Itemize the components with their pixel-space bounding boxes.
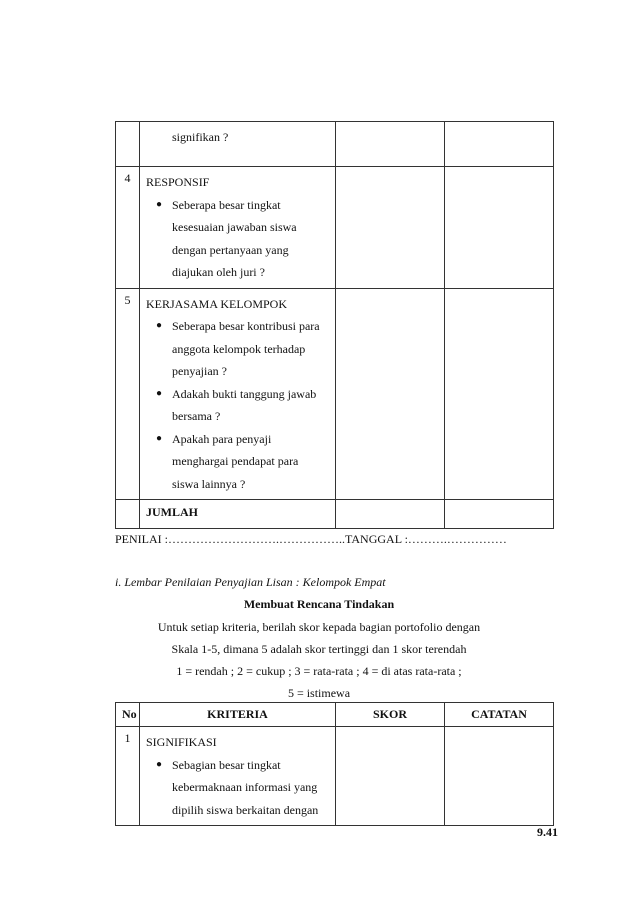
number-cell (116, 122, 140, 167)
criteria-cell (140, 167, 336, 289)
form-heading: Membuat Rencana Tindakan (243, 597, 395, 611)
score-cell (336, 727, 445, 826)
bullet-line: bersama ? (172, 409, 221, 423)
assessment-table-continued (115, 121, 554, 529)
score-cell (336, 500, 445, 529)
header-no: No (116, 703, 140, 727)
bullet-line: siswa lainnya ? (172, 476, 246, 491)
table-row (116, 727, 554, 826)
bullet-item (146, 315, 331, 383)
criteria-title: RESPONSIF (146, 175, 210, 189)
bullet-item (146, 383, 331, 428)
header-criteria: KRITERIA (140, 703, 336, 727)
notes-cell (445, 167, 554, 289)
score-cell (336, 122, 445, 167)
table-header-row (116, 703, 554, 727)
table-row-total (116, 500, 554, 529)
bullet-icon: ● (155, 387, 163, 399)
bullet-icon: ● (155, 432, 163, 444)
bullet-line: menghargai pendapat para (172, 454, 299, 468)
bullet-line: Seberapa besar kontribusi para (172, 319, 320, 333)
bullet-icon: ● (155, 320, 163, 331)
bullet-item (146, 194, 331, 284)
criteria-cell (140, 288, 336, 500)
bullet-icon: ● (155, 758, 163, 770)
assessment-table (115, 702, 554, 826)
bullet-item (146, 428, 331, 496)
header-notes: CATATAN (445, 703, 554, 727)
bullet-line: Sebagian besar tingkat (172, 757, 281, 772)
bullet-line: penyajian ? (172, 364, 227, 378)
instruction-line: Untuk setiap kriteria, berilah skor kepada bagian portofolio dengan (157, 620, 481, 634)
bullet-line: Adakah bukti tanggung jawab (172, 386, 317, 401)
header-score: SKOR (336, 703, 445, 727)
section-title: i. Lembar Penilaian Penyajian Lisan : Kelompok Empat (115, 575, 386, 589)
notes-cell (445, 500, 554, 529)
criteria-cell (140, 122, 336, 167)
criteria-title: SIGNIFIKASI (146, 735, 217, 749)
notes-cell (445, 288, 554, 500)
instruction-line: 1 = rendah ; 2 = cukup ; 3 = rata-rata ; 4 = di atas rata-rata ; (176, 664, 462, 678)
table-row (116, 288, 554, 500)
table-row (116, 122, 554, 167)
table-row (116, 167, 554, 289)
criteria-cell (140, 727, 336, 826)
number-cell (116, 500, 140, 529)
notes-cell (445, 727, 554, 826)
number-cell: 1 (116, 727, 140, 826)
bullet-line: Seberapa besar tingkat (172, 197, 281, 212)
bullet-line: kesesuaian jawaban siswa (172, 220, 297, 234)
bullet-line: dipilih siswa berkaitan dengan (172, 802, 319, 817)
criteria-text: signifikan ? (172, 130, 229, 144)
bullet-item (146, 754, 331, 822)
number-cell: 4 (116, 167, 140, 289)
number-cell: 5 (116, 288, 140, 500)
bullet-line: diajukan oleh juri ? (172, 265, 265, 279)
score-cell (336, 288, 445, 500)
total-label: JUMLAH (140, 500, 336, 529)
bullet-icon: ● (155, 198, 163, 210)
bullet-line: anggota kelompok terhadap (172, 341, 306, 356)
bullet-line: dengan pertanyaan yang (172, 242, 289, 257)
instruction-line: Skala 1-5, dimana 5 adalah skor tertinggi dan 1 skor terendah (171, 642, 467, 656)
bullet-line: kebermaknaan informasi yang (172, 780, 318, 794)
criteria-title: KERJASAMA KELOMPOK (146, 296, 288, 311)
notes-cell (445, 122, 554, 167)
instruction-line: 5 = istimewa (287, 686, 351, 700)
page-number: 9.41 (537, 825, 558, 839)
score-cell (336, 167, 445, 289)
assessor-date-line: PENILAI :……………………….……………..TANGGAL :……….…………… (115, 532, 507, 546)
bullet-line: Apakah para penyaji (172, 431, 272, 446)
